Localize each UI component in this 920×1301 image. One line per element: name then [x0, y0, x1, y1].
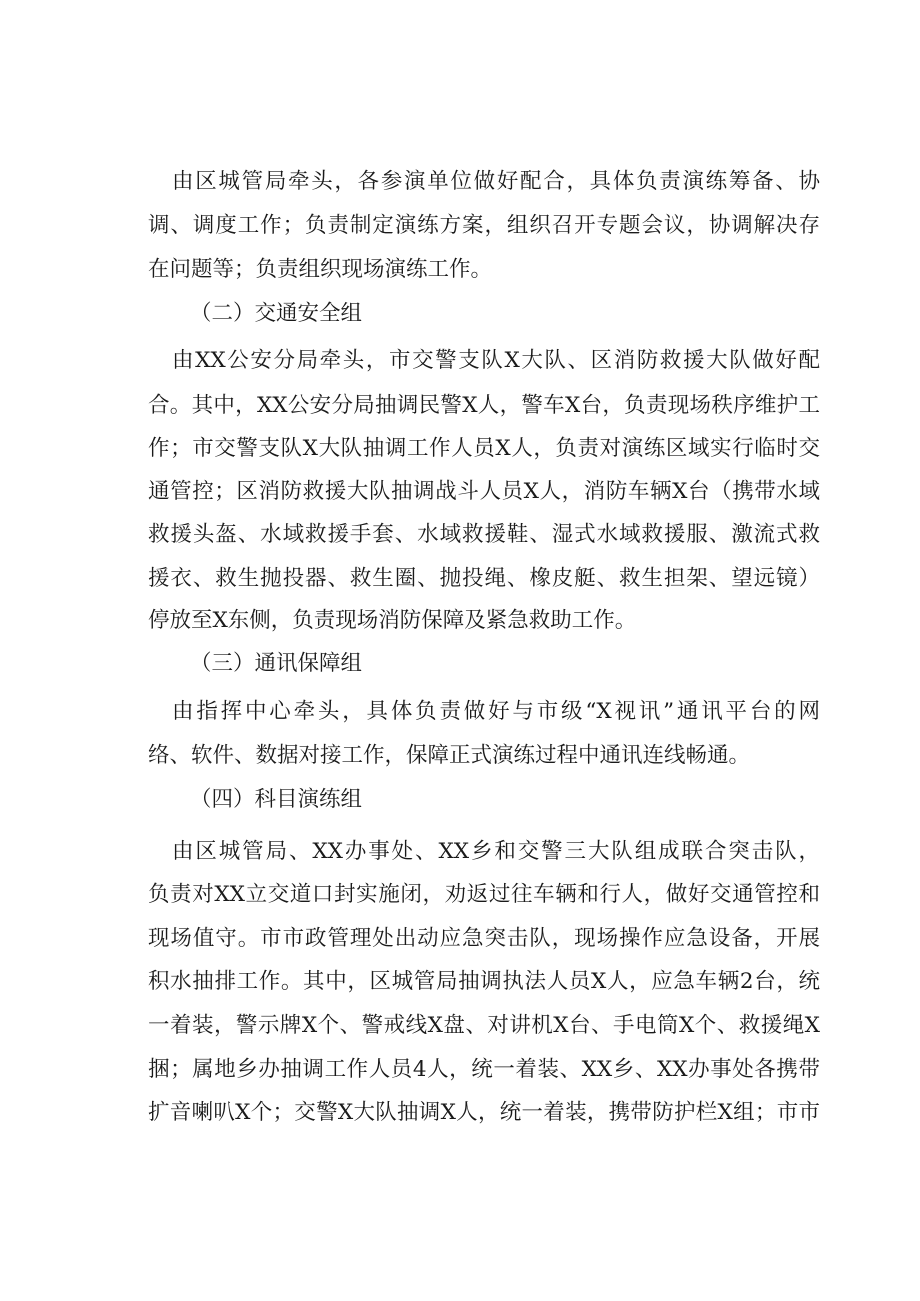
paragraph-2-line-4: 通管控；区消防救援大队抽调战斗人员X人，消防车辆X台（携带水域: [148, 479, 820, 504]
paragraph-2-line-3: 作；市交警支队X大队抽调工作人员X人，负责对演练区域实行临时交: [148, 436, 820, 461]
paragraph-1-line-2: 调、调度工作；负责制定演练方案，组织召开专题会议，协调解决存: [148, 213, 820, 238]
paragraph-4-line-2: 负责对XX立交道口封实施闭，劝返过往车辆和行人，做好交通管控和: [148, 882, 820, 907]
paragraph-2-line-1: 由XX公安分局牵头，市交警支队X大队、区消防救援大队做好配: [172, 348, 820, 373]
section-heading-communications: （三）通讯保障组: [190, 651, 363, 676]
paragraph-4-line-4: 积水抽排工作。其中，区城管局抽调执法人员X人，应急车辆2台，统: [148, 969, 820, 994]
paragraph-2-line-2: 合。其中，XX公安分局抽调民警X人，警车X台，负责现场秩序维护工: [148, 393, 820, 418]
paragraph-3-line-1: 由指挥中心牵头，具体负责做好与市级“X视讯”通讯平台的网: [172, 699, 820, 724]
paragraph-4-line-1: 由区城管局、XX办事处、XX乡和交警三大队组成联合突击队，: [172, 839, 820, 864]
paragraph-4-line-5: 一着装，警示牌X个、警戒线X盘、对讲机X台、手电筒X个、救援绳X: [148, 1013, 820, 1038]
section-heading-traffic-safety: （二）交通安全组: [190, 301, 363, 326]
paragraph-1-line-3: 在问题等；负责组织现场演练工作。: [148, 257, 493, 282]
paragraph-2-line-7: 停放至X东侧，负责现场消防保障及紧急救助工作。: [148, 608, 637, 633]
paragraph-2-line-6: 援衣、救生抛投器、救生圈、抛投绳、橡皮艇、救生担架、望远镜）: [148, 566, 820, 591]
paragraph-4-line-6: 捆；属地乡办抽调工作人员4人，统一着装、XX乡、XX办事处各携带: [148, 1057, 820, 1082]
paragraph-4-line-7: 扩音喇叭X个；交警X大队抽调X人，统一着装，携带防护栏X组；市市: [148, 1100, 820, 1125]
paragraph-2-line-5: 救援头盔、水域救援手套、水域救援鞋、湿式水域救援服、激流式救: [148, 522, 820, 547]
paragraph-3-line-2: 络、软件、数据对接工作，保障正式演练过程中通讯连线畅通。: [148, 743, 751, 768]
paragraph-4-line-3: 现场值守。市市政管理处出动应急突击队，现场操作应急设备，开展: [148, 926, 820, 951]
section-heading-drill-subjects: （四）科目演练组: [190, 787, 363, 812]
paragraph-1-line-1: 由区城管局牵头，各参演单位做好配合，具体负责演练筹备、协: [172, 169, 820, 194]
